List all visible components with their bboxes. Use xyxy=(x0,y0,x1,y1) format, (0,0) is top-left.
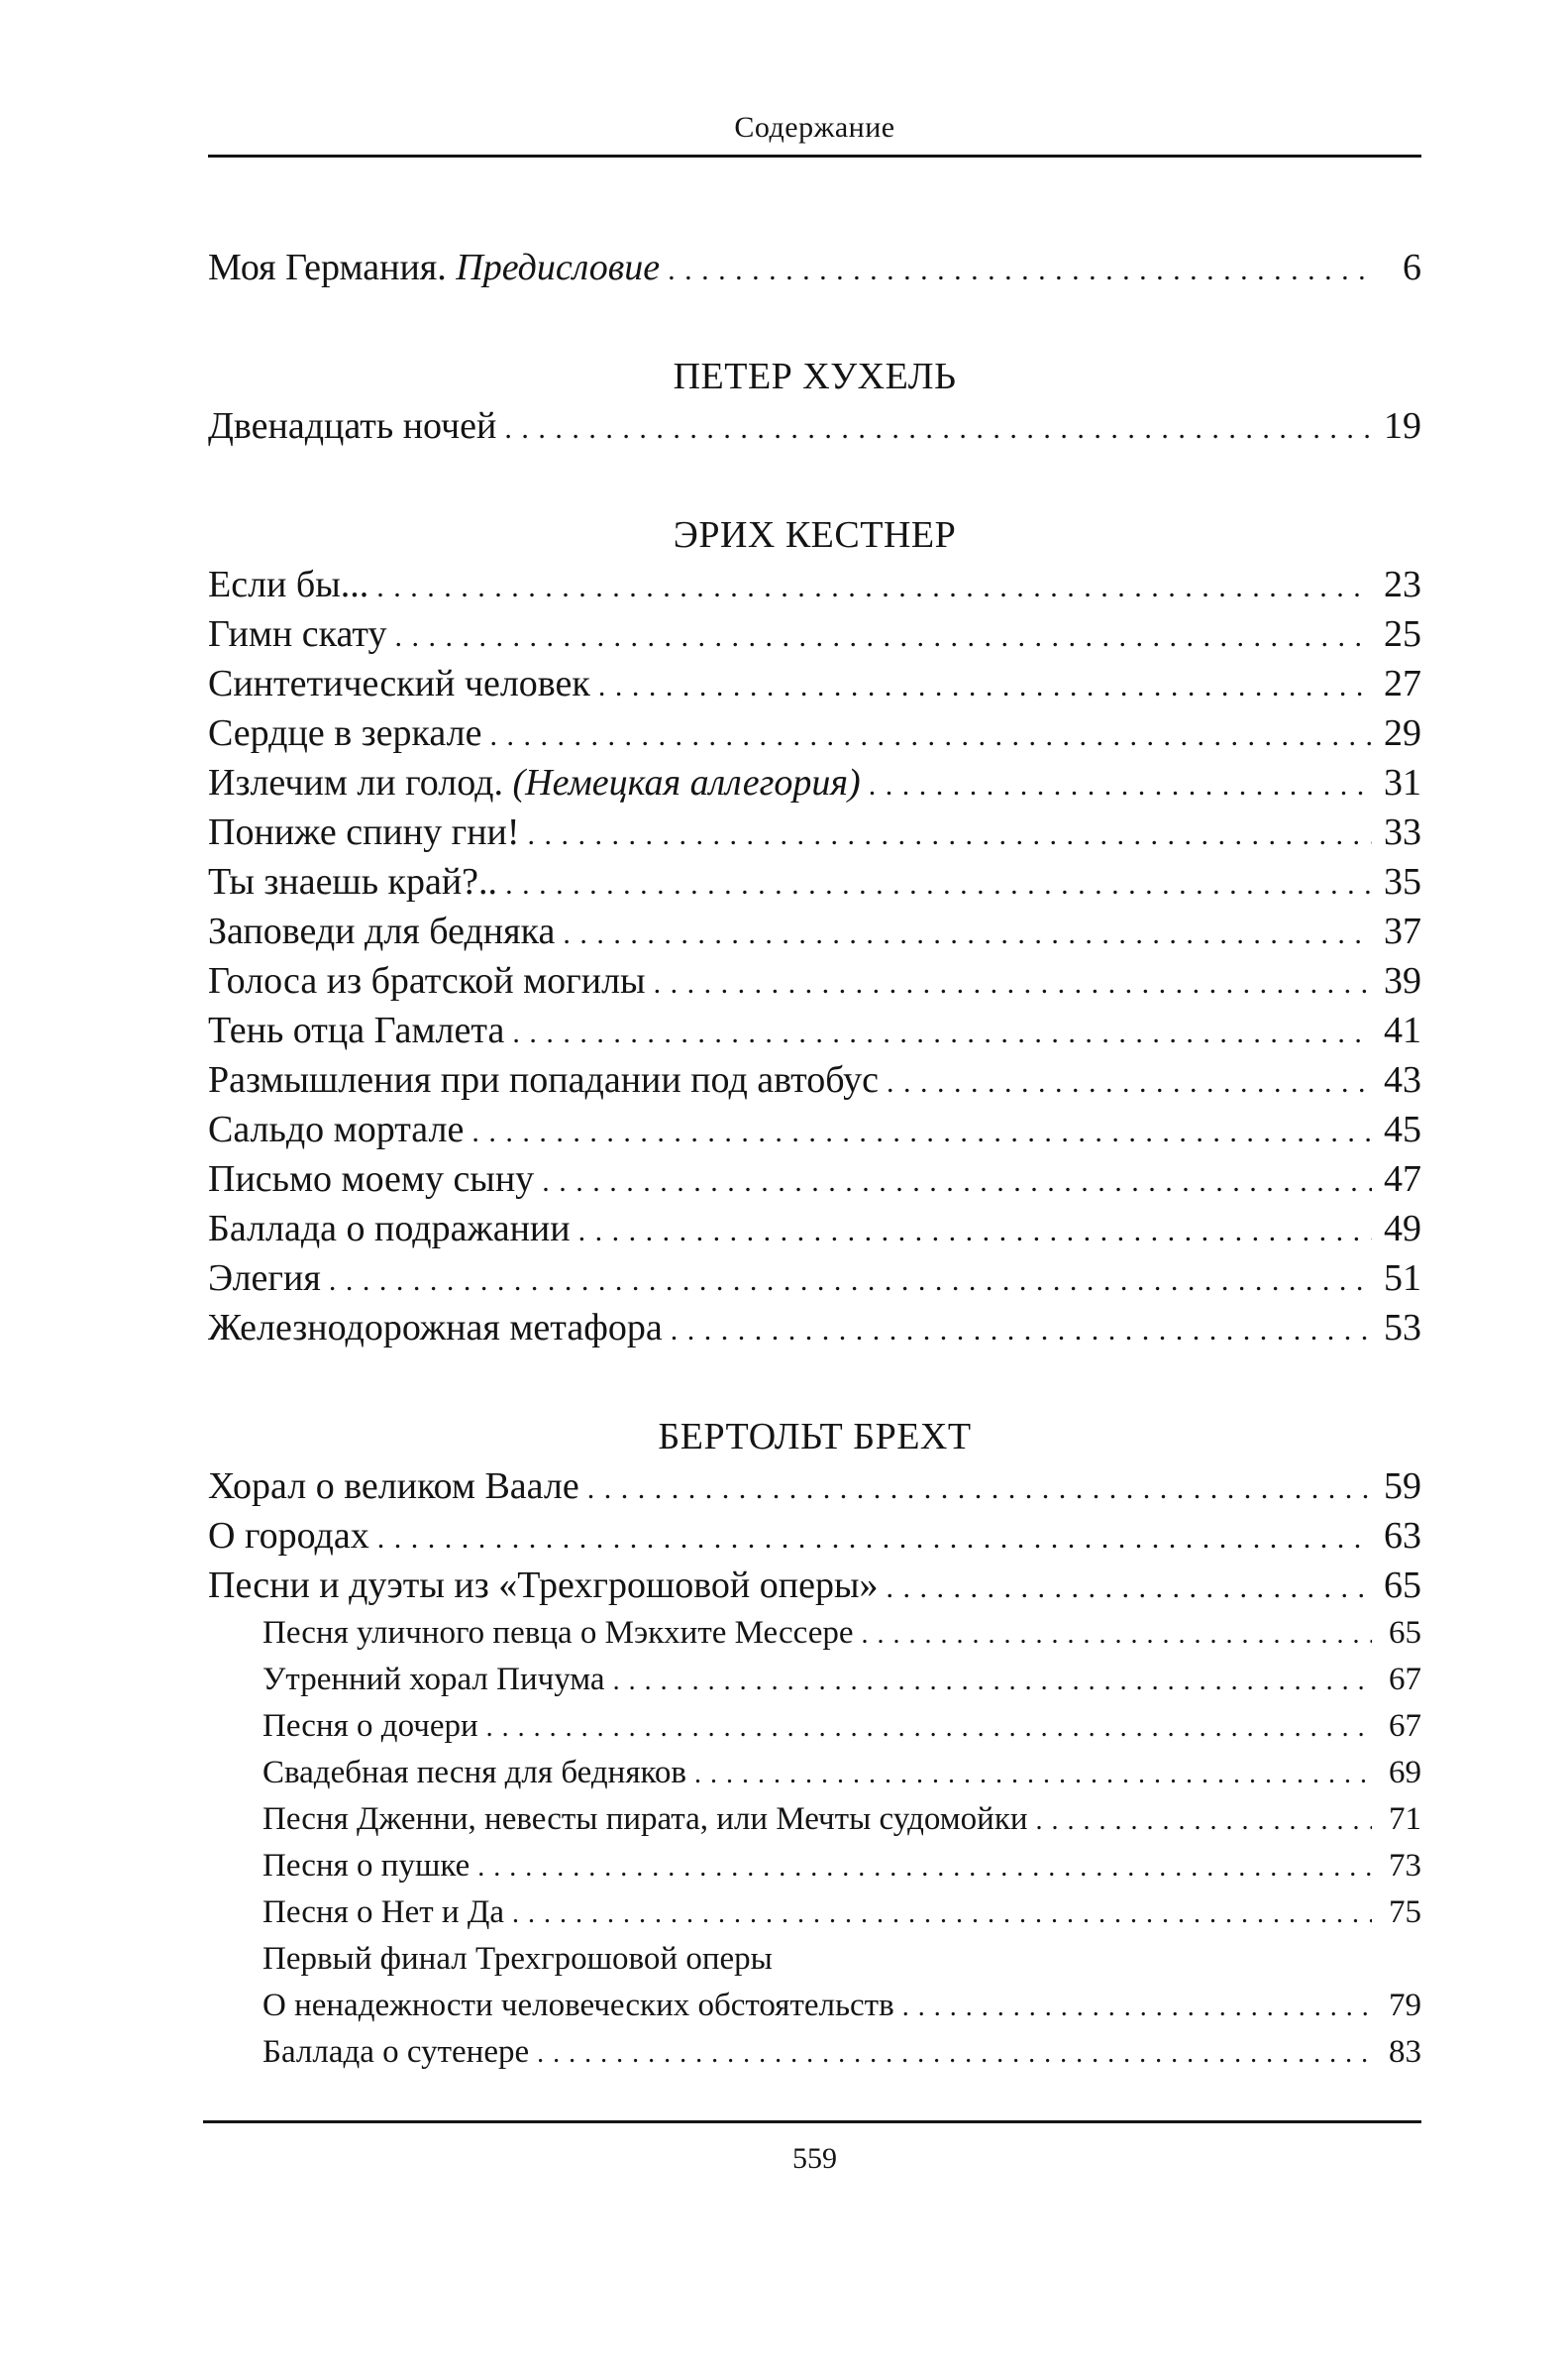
toc-entry-title: Сальдо мортале xyxy=(208,1109,465,1150)
toc-entry-title: Синтетический человек xyxy=(208,663,590,704)
toc-entry-title: Излечим ли голод. (Немецкая аллегория) xyxy=(208,762,861,804)
toc-entry[interactable] xyxy=(208,609,1421,659)
toc-entry-title: Песня уличного певца о Мэкхите Мессере xyxy=(262,1615,854,1651)
dot-leader xyxy=(613,1658,1372,1704)
dot-leader xyxy=(537,2030,1372,2077)
toc-page-number: 25 xyxy=(1384,613,1421,655)
toc-page-number: 65 xyxy=(1384,1564,1421,1606)
toc-page-number: 31 xyxy=(1384,762,1421,804)
dot-leader xyxy=(563,910,1372,959)
toc-page-number: 75 xyxy=(1389,1894,1421,1930)
toc-entry[interactable] xyxy=(208,1204,1421,1253)
toc-entry-title: Свадебная песня для бедняков xyxy=(262,1755,686,1790)
toc-page-number: 45 xyxy=(1384,1109,1421,1150)
dot-leader xyxy=(902,1984,1372,2030)
toc-page-number: 39 xyxy=(1384,960,1421,1002)
dot-leader xyxy=(505,860,1372,910)
toc-entry[interactable] xyxy=(208,1561,1421,1610)
toc-entry[interactable] xyxy=(208,1154,1421,1204)
header-rule xyxy=(208,155,1421,158)
toc-page-number: 67 xyxy=(1389,1662,1421,1697)
dot-leader xyxy=(578,1207,1372,1256)
brecht-subentries xyxy=(208,1610,1421,1936)
toc-entry[interactable] xyxy=(208,659,1421,708)
dot-leader xyxy=(489,711,1372,761)
toc-entry[interactable] xyxy=(208,708,1421,758)
toc-page-number: 67 xyxy=(1389,1708,1421,1744)
toc-page-number: 49 xyxy=(1384,1208,1421,1249)
toc-entry-title: Песня о Нет и Да xyxy=(262,1894,505,1930)
toc-entry-title: Сердце в зеркале xyxy=(208,712,482,754)
toc-subentry[interactable] xyxy=(208,1843,1421,1889)
toc-entry[interactable] xyxy=(208,758,1421,808)
toc-page-number: 71 xyxy=(1389,1801,1421,1837)
toc-entry-multiline-first[interactable]: Первый финал Трехгрошовой оперы xyxy=(262,1941,773,1977)
dot-leader xyxy=(486,1704,1372,1751)
toc-entry[interactable] xyxy=(208,1105,1421,1154)
toc-entry[interactable] xyxy=(208,857,1421,907)
toc-entry-title: Письмо моему сыну xyxy=(208,1158,535,1200)
toc-entry[interactable] xyxy=(208,1006,1421,1055)
toc-entry-title: Размышления при попадании под автобус xyxy=(208,1059,880,1101)
dot-leader xyxy=(329,1256,1372,1306)
dot-leader xyxy=(528,810,1372,860)
toc-entry-title: Заповеди для бедняка xyxy=(208,911,556,952)
table-of-contents xyxy=(208,243,1421,2076)
toc-page-number: 59 xyxy=(1384,1465,1421,1507)
toc-entry[interactable] xyxy=(208,1303,1421,1352)
toc-page-number: 47 xyxy=(1384,1158,1421,1200)
dot-leader xyxy=(394,612,1372,662)
toc-entry-title: О городах xyxy=(208,1515,369,1557)
toc-entry-intro[interactable] xyxy=(208,243,1421,292)
dot-leader xyxy=(512,1009,1372,1058)
toc-page-number: 29 xyxy=(1384,712,1421,754)
page-number: 559 xyxy=(792,2142,837,2175)
toc-entry[interactable] xyxy=(208,907,1421,956)
dot-leader xyxy=(887,1058,1372,1108)
dot-leader xyxy=(598,662,1372,711)
toc-entry-title: Песня Дженни, невесты пирата, или Мечты судомойки xyxy=(262,1801,1028,1837)
dot-leader xyxy=(654,959,1372,1009)
toc-entry-title: Если бы... xyxy=(208,564,369,605)
dot-leader xyxy=(887,1563,1373,1613)
dot-leader xyxy=(587,1464,1372,1514)
toc-entry-title: Гимн скату xyxy=(208,613,387,655)
toc-entry[interactable] xyxy=(208,1511,1421,1561)
toc-page-number: 33 xyxy=(1384,811,1421,853)
dot-leader xyxy=(1036,1797,1372,1844)
toc-entry[interactable] xyxy=(208,1253,1421,1303)
running-head: Содержание xyxy=(734,111,895,144)
toc-entry-subtitle: Предисловие xyxy=(456,247,661,288)
toc-page-number: 73 xyxy=(1389,1848,1421,1884)
toc-page-number: 63 xyxy=(1384,1515,1421,1557)
toc-subentry[interactable] xyxy=(208,1657,1421,1703)
toc-entry-title: Песни и дуэты из «Трехгрошовой оперы» xyxy=(208,1564,879,1606)
toc-entry-title: Утренний хорал Пичума xyxy=(262,1662,605,1697)
toc-subentry[interactable] xyxy=(208,1610,1421,1657)
dot-leader xyxy=(477,1844,1372,1890)
toc-entry[interactable] xyxy=(208,808,1421,857)
toc-page-number: 69 xyxy=(1389,1755,1421,1790)
toc-entry-title: Песня о пушке xyxy=(262,1848,470,1884)
toc-entry[interactable] xyxy=(208,956,1421,1006)
toc-entry-title: Хорал о великом Ваале xyxy=(208,1465,579,1507)
dot-leader xyxy=(471,1108,1372,1157)
toc-page-number: 6 xyxy=(1403,247,1421,288)
toc-page-number: 41 xyxy=(1384,1010,1421,1051)
toc-page-number: 43 xyxy=(1384,1059,1421,1101)
dot-leader xyxy=(668,246,1372,295)
toc-subentry[interactable] xyxy=(208,1889,1421,1936)
brecht-entries xyxy=(208,1461,1421,1610)
toc-subentry[interactable]: Баллада о сутенере . . . 83 xyxy=(208,2029,1421,2076)
dot-leader xyxy=(376,563,1372,612)
dot-leader xyxy=(694,1751,1372,1797)
toc-page-number: 27 xyxy=(1384,663,1421,704)
toc-entry-title: Железнодорожная метафора xyxy=(208,1307,663,1348)
toc-subentry[interactable] xyxy=(208,1796,1421,1843)
toc-entry[interactable] xyxy=(208,560,1421,609)
toc-entry-title: Моя Германия. Предисловие xyxy=(208,247,661,288)
toc-entry-title: Элегия xyxy=(208,1257,321,1299)
author-heading-brecht: БЕРТОЛЬТ БРЕХТ xyxy=(658,1416,972,1457)
toc-entry-title: Тень отца Гамлета xyxy=(208,1010,505,1051)
toc-entry-title: Баллада о подражании xyxy=(208,1208,571,1249)
toc-entry-title: Голоса из братской могилы xyxy=(208,960,646,1002)
toc-page-number: 51 xyxy=(1384,1257,1421,1299)
toc-subentry[interactable] xyxy=(208,1703,1421,1750)
toc-entry-title: Песня о дочери xyxy=(262,1708,478,1744)
author-heading-kastner: ЭРИХ КЕСТНЕР xyxy=(673,514,957,556)
toc-entry[interactable]: Двенадцать ночей . . . 19 xyxy=(208,401,1421,451)
dot-leader xyxy=(377,1514,1372,1563)
toc-entry-title: Пониже спину гни! xyxy=(208,811,520,853)
dot-leader xyxy=(862,1611,1372,1658)
toc-page-number: 65 xyxy=(1389,1615,1421,1651)
toc-subentry[interactable] xyxy=(208,1750,1421,1796)
toc-page-number: 37 xyxy=(1384,911,1421,952)
toc-page-number: 53 xyxy=(1384,1307,1421,1348)
toc-entry-title: Ты знаешь край?.. xyxy=(208,861,498,903)
kastner-entries xyxy=(208,560,1421,1352)
toc-page-number: 35 xyxy=(1384,861,1421,903)
author-heading-huchel: ПЕТЕР ХУХЕЛЬ xyxy=(673,356,957,397)
toc-entry[interactable] xyxy=(208,1055,1421,1105)
footer-rule xyxy=(203,2120,1421,2123)
toc-page-number: 23 xyxy=(1384,564,1421,605)
dot-leader xyxy=(512,1890,1372,1937)
toc-entry[interactable] xyxy=(208,1461,1421,1511)
dot-leader xyxy=(504,404,1372,454)
dot-leader xyxy=(542,1157,1372,1207)
dot-leader xyxy=(671,1306,1372,1355)
toc-entry-multiline-second[interactable]: О ненадежности человеческих обстоятельств . . . 79 xyxy=(208,1983,1421,2029)
dot-leader xyxy=(869,761,1372,810)
toc-entry-italic: (Немецкая аллегория) xyxy=(512,762,861,804)
